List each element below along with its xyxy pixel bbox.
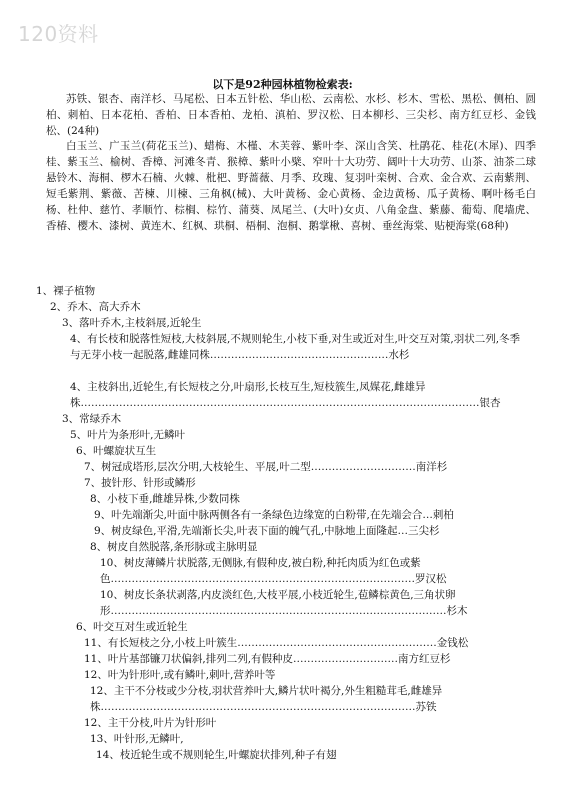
key-entry: 10、树皮薄鳞片状脱落,无侧脉,有假种皮,被白粉,种托肉质为红色或紫色……………………………………………………………………………罗汉松 bbox=[100, 557, 447, 585]
intro-paragraph-angiosperms: 白玉兰、广玉兰(荷花玉兰)、蜡梅、木槿、木芙蓉、紫叶李、深山含笑、杜鹃花、桂花(木犀)、四季桂、紫玉兰、榆树、香樟、河滩冬青、猴樟、紫叶小檗、窄叶十大功劳、阔叶十大功劳、山茶、油茶二球悬铃木、海桐、椤木石楠、火棘、枇杷、野蔷薇、月季、玫瑰、复羽叶栾树、合欢、金合欢、云南紫荆、短毛紫荆、紫薇、苦楝、川楝、三角枫(械)、大叶黄杨、金心黄杨、金边黄杨、瓜子黄杨、啊叶杨毛白杨、杜仲、慈竹、孝顺竹、棕榈、棕竹、蒲葵、凤尾兰、(大叶)女贞、八角金盘、紫藤、葡萄、爬墙虎、香椿、樱木、漆树、黄连木、红枫、珙桐、梧桐、泡桐、鹅掌楸、喜树、垂丝海棠、贴梗海棠(68种) bbox=[46, 140, 536, 232]
key-entry: 11、有长短枝之分,小枝上叶簇生…………………………………………………金钱松 bbox=[84, 637, 469, 649]
key-entry: 2、乔木、高大乔木 bbox=[50, 301, 141, 313]
key-entry: 12、主干分枝,叶片为针形叶 bbox=[84, 717, 217, 729]
watermark: 120资料 bbox=[18, 22, 99, 46]
key-entry: 3、落叶乔木,主枝斜展,近轮生 bbox=[62, 317, 202, 329]
key-entry: 13、叶针形,无鳞叶, bbox=[90, 733, 184, 745]
key-entry: 7、披针形、针形或鳞形 bbox=[84, 477, 196, 489]
key-entry: 10、树皮长条状剥落,内皮淡红色,大枝平展,小枝近轮生,苞鳞棕黄色,三角状卵形……………………………………………………………………………………杉木 bbox=[100, 589, 468, 617]
key-entry: 11、叶片基部镰刀状偏斜,排列二列,有假种皮…………………………南方红豆杉 bbox=[84, 653, 451, 665]
key-entry: 4、有长枝和脱落性短枝,大枝斜展,不规则轮生,小枝下垂,对生或近对生,叶交互对策,羽状二列,冬季与无芽小枝一起脱落,雌雄同株……………………………………………水杉 bbox=[70, 333, 521, 361]
key-entry: 6、叶交互对生或近轮生 bbox=[76, 621, 188, 633]
key-entry: 1、裸子植物 bbox=[36, 285, 96, 297]
intro-paragraph-gymnosperms: 苏铁、银杏、南洋杉、马尾松、日本五针松、华山松、云南松、水杉、杉木、雪松、黑松、侧柏、圆柏、刺柏、日本花柏、香柏、日本香柏、龙柏、滇柏、罗汉松、日本柳杉、三尖杉、南方红豆杉、金钱松、(24种) bbox=[46, 93, 536, 137]
key-entry: 4、主枝斜出,近轮生,有长短枝之分,叶扇形,长枝互生,短枝簇生,凤媒花,雌雄异株……………………………………………………………………………………………………银杏 bbox=[70, 381, 501, 409]
key-entry: 8、小枝下垂,雌雄异株,少数同株 bbox=[90, 493, 240, 505]
key-entry: 9、树皮绿色,平滑,先端渐长尖,叶表下面的魄气孔,中脉地上面隆起…三尖杉 bbox=[94, 525, 440, 537]
key-entry: 3、常绿乔木 bbox=[62, 413, 122, 425]
key-entry: 8、树皮自然脱落,条形脉或主脉明显 bbox=[90, 541, 258, 553]
key-entry: 5、叶片为条形叶,无鳞叶 bbox=[70, 429, 186, 441]
key-entry: 12、叶为针形叶,或有鳞叶,刺叶,营养叶等 bbox=[84, 669, 276, 681]
key-entry: 6、叶螺旋状互生 bbox=[76, 445, 157, 457]
key-entry: 9、叶先端渐尖,叶面中脉两侧各有一条绿色边缘宽的白粉带,在先端会合…刺柏 bbox=[94, 509, 454, 521]
page-title: 以下是92种园林植物检索表: bbox=[212, 78, 353, 91]
key-entry: 14、枝近轮生或不规则轮生,叶螺旋状排列,种子有翅 bbox=[96, 749, 337, 761]
key-entry: 7、树冠成塔形,层次分明,大枝轮生、平展,叶二型…………………………南洋杉 bbox=[84, 461, 448, 473]
key-entry: 12、主干不分枝或少分枝,羽状营养叶大,鳞片状叶褐分,外生粗糙茸毛,雌雄异株………………………………………………………………………………苏铁 bbox=[90, 685, 443, 713]
